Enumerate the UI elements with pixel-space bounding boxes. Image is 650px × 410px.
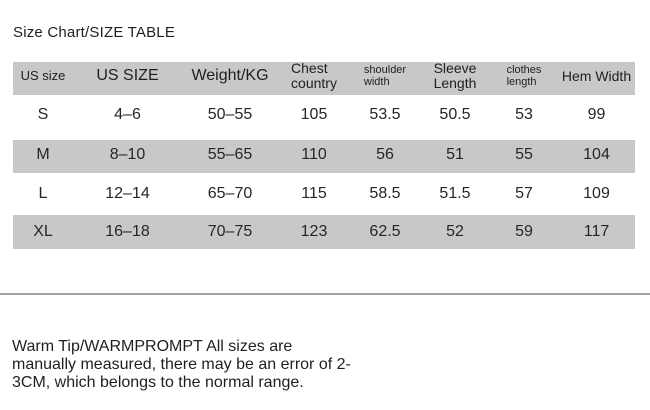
warm-tip-note [12, 338, 392, 392]
cell-weight: 70–75 [207, 223, 253, 240]
column-header-label-line: shoulder [363, 63, 407, 76]
column-header-label-line: country [291, 74, 337, 91]
cell-sleeve-length: 50.5 [439, 105, 471, 123]
horizontal-divider [0, 293, 650, 295]
warm-tip-line: Warm Tip/WARMPROMPT All sizes are [12, 338, 293, 355]
cell-us-size: XL [33, 223, 53, 240]
page-title: Size Chart/SIZE TABLE [13, 24, 176, 41]
cell-hem-width: 109 [583, 185, 610, 202]
column-header-label-line: Chest [291, 59, 328, 76]
cell-clothes-length: 53 [515, 105, 533, 123]
cell-sleeve-length: 52 [446, 223, 464, 240]
cell-weight: 65–70 [207, 185, 253, 202]
column-header-weight-kg [182, 62, 278, 89]
cell-clothes-length: 55 [515, 145, 533, 163]
column-header-us-size-range [73, 62, 182, 89]
cell-chest: 123 [300, 223, 328, 240]
table-row-size-s [13, 95, 635, 140]
column-header-label-line: Length [433, 74, 477, 91]
cell-shoulder-width: 56 [376, 145, 394, 163]
cell-weight: 50–55 [207, 105, 253, 123]
cell-us-size-range: 12–14 [105, 185, 150, 202]
cell-us-size: M [36, 145, 50, 163]
column-header-label: US SIZE [96, 66, 159, 84]
cell-shoulder-width: 53.5 [369, 105, 401, 123]
cell-chest: 115 [301, 185, 327, 202]
table-row-size-xl [13, 215, 635, 249]
cell-us-size-range: 8–10 [109, 145, 146, 163]
cell-us-size: L [38, 185, 48, 202]
column-header-label: US size [20, 68, 66, 83]
cell-weight: 55–65 [207, 145, 253, 163]
cell-clothes-length: 57 [515, 185, 533, 202]
cell-clothes-length: 59 [515, 223, 533, 240]
column-header-label-line: width [363, 75, 390, 88]
cell-sleeve-length: 51.5 [439, 185, 471, 202]
column-header-label-line: clothes [506, 63, 542, 76]
column-header-us-size [13, 62, 73, 89]
column-header-sleeve-length [420, 59, 490, 91]
cell-shoulder-width: 62.5 [369, 223, 401, 240]
column-header-label-line: Sleeve [433, 59, 477, 76]
cell-chest: 105 [300, 105, 328, 123]
cell-us-size-range: 16–18 [105, 223, 150, 240]
column-header-chest-country [278, 59, 350, 91]
cell-us-size-range: 4–6 [114, 105, 141, 123]
column-header-shoulder-width [350, 62, 420, 89]
cell-shoulder-width: 58.5 [369, 185, 401, 202]
size-table [13, 59, 635, 249]
column-header-label: Weight/KG [191, 66, 269, 84]
column-header-hem-width [558, 62, 635, 89]
column-header-label: Hem Width [561, 67, 632, 84]
cell-hem-width: 117 [583, 223, 610, 240]
warm-tip-line: manually measured, there may be an error of 2- [12, 356, 351, 373]
table-row-size-m [13, 140, 635, 173]
column-header-clothes-length [490, 62, 558, 89]
cell-chest: 110 [301, 145, 327, 163]
cell-us-size: S [37, 105, 49, 123]
column-header-label-line: length [506, 75, 537, 88]
cell-sleeve-length: 51 [446, 145, 464, 163]
warm-tip-line: 3CM, which belongs to the normal range. [12, 374, 304, 391]
table-header-row [13, 59, 635, 95]
table-row-size-l [13, 173, 635, 215]
cell-hem-width: 99 [587, 105, 606, 123]
cell-hem-width: 104 [583, 145, 610, 163]
